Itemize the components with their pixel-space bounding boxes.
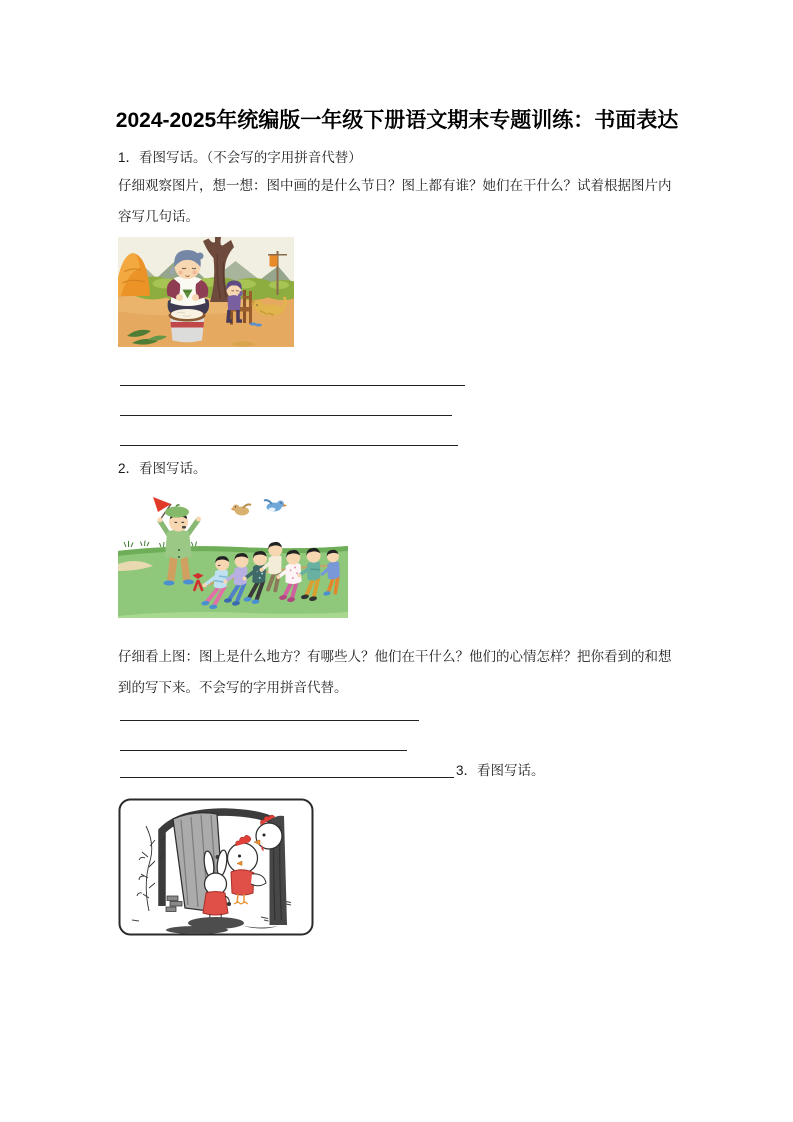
illustration-tug-of-war-scene [118, 491, 348, 618]
illustration-zongzi-scene [118, 237, 294, 347]
rabbit-door-svg [118, 798, 314, 936]
rice-basin [169, 309, 206, 342]
answer-line [120, 751, 454, 778]
answer-line [120, 386, 452, 416]
question-2-heading: 2．看图写话。 [118, 461, 207, 476]
question-2-instruction: 仔细看上图：图上是什么地方？有哪些人？他们在干什么？他们的心情怎样？把你看到的和想到的写下来。不会写的字用拼音代替。 [118, 649, 672, 695]
answer-line [120, 721, 407, 751]
question-2-answer-lines [120, 703, 676, 778]
page-content [115, 0, 679, 936]
doc-title: 2024-2025年统编版一年级下册语文期末专题训练：书面表达 [115, 109, 679, 132]
illustration-rabbit-door-scene [118, 798, 314, 936]
question-1-heading: 1．看图写话。（不会写的字用拼音代替） [118, 150, 362, 165]
question-1-instruction: 仔细观察图片，想一想：图中画的是什么节日？图上都有谁？她们在干什么？试着根据图片内容写几句话。 [118, 178, 672, 224]
answer-line [120, 356, 465, 386]
answer-line [120, 416, 458, 446]
tug-of-war-svg [118, 491, 348, 618]
zongzi-scene-svg [118, 237, 294, 347]
question-3-heading: 3．看图写话。 [456, 763, 545, 778]
answer-line [120, 703, 419, 721]
question-1-answer-lines [120, 356, 676, 446]
